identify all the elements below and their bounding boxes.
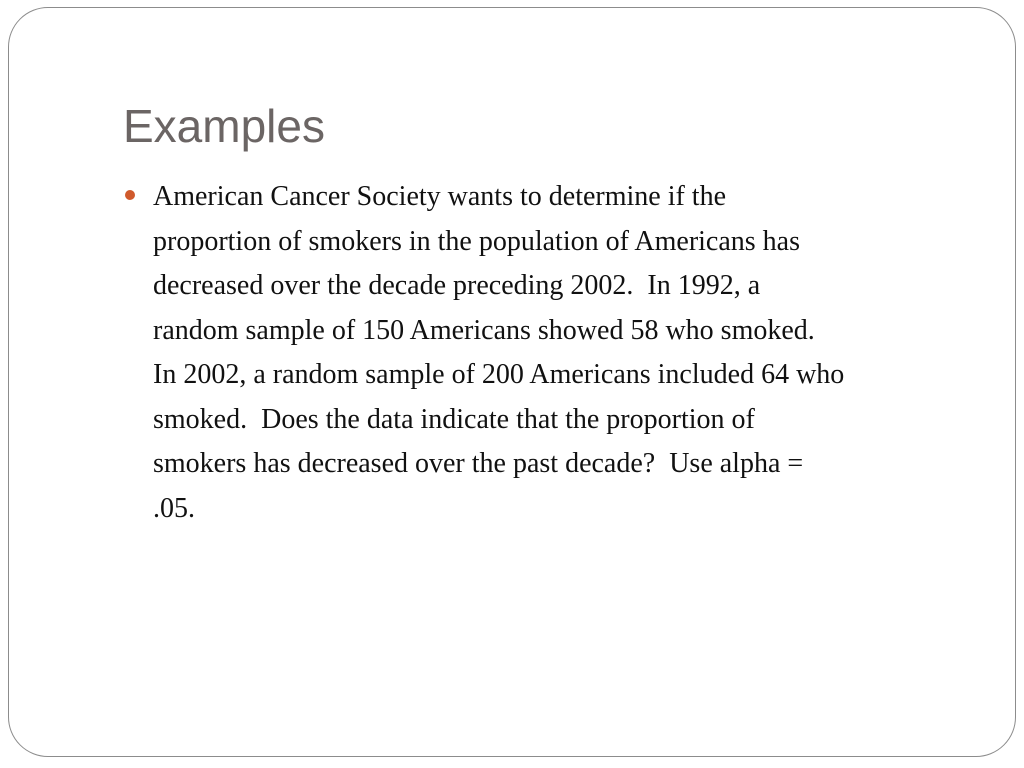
bullet-item [121, 175, 981, 531]
slide-frame [8, 7, 1016, 757]
slide-title: Examples [123, 100, 325, 152]
bullet-text-line: random sample of 150 Americans showed 58 who smoked. [153, 314, 815, 346]
bullet-text-line: smokers has decreased over the past decade? Use alpha = [153, 448, 804, 479]
bullet-list [121, 175, 981, 531]
bullet-text-line: decreased over the decade preceding 2002. In 1992, a [153, 270, 761, 301]
bullet-text-line: proportion of smokers in the population of Americans has [153, 225, 800, 257]
bullet-text-line: smoked. Does the data indicate that the proportion of [153, 403, 755, 435]
bullet-text-line: .05. [153, 492, 195, 524]
bullet-dot-icon [125, 190, 135, 200]
bullet-text-line: American Cancer Society wants to determine if the [153, 181, 727, 212]
bullet-text-line: In 2002, a random sample of 200 Americans included 64 who [153, 359, 845, 390]
